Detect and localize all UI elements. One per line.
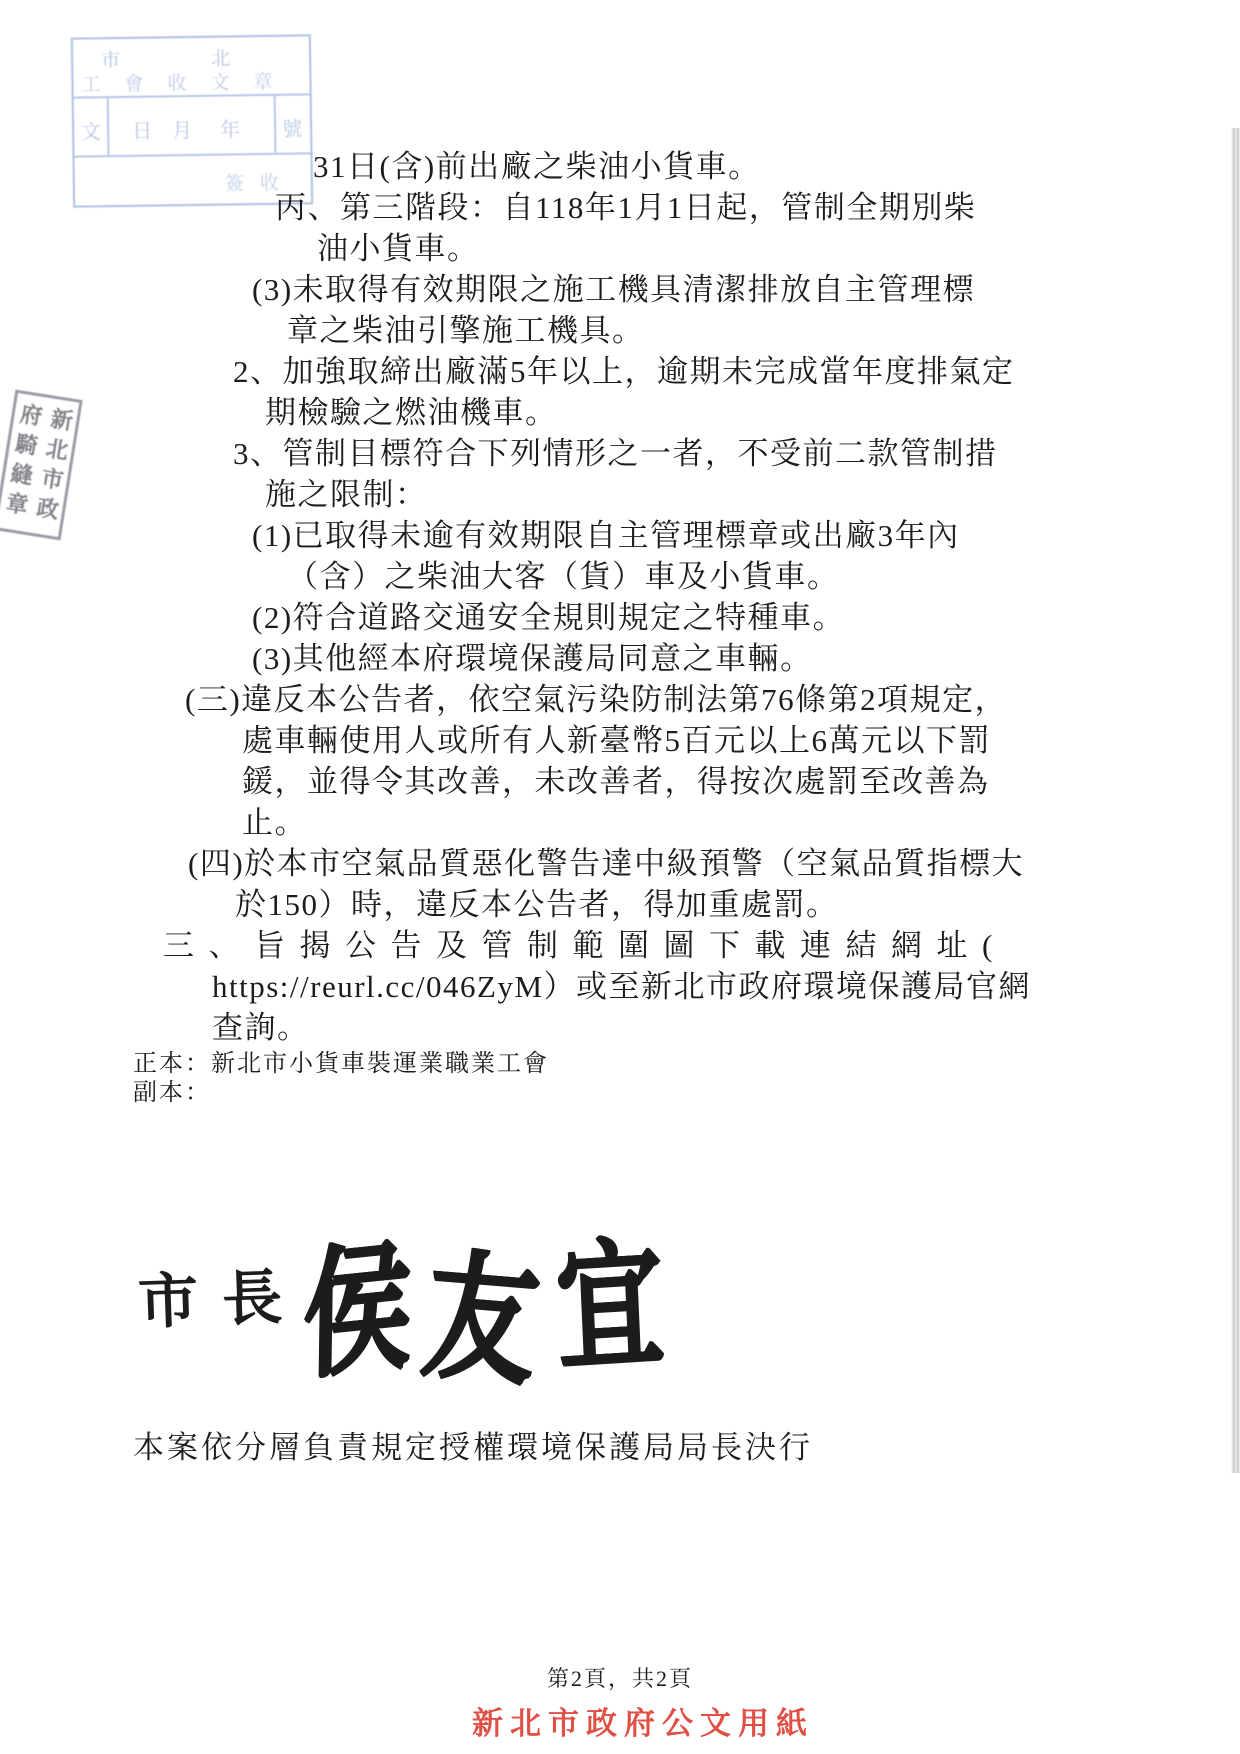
paging-seal-column-right: 新北市政 bbox=[31, 406, 76, 529]
body-line-18: (四)於本市空氣品質惡化警告達中級預警（空氣品質指標大 bbox=[188, 846, 1025, 881]
body-line-6: 2、加強取締出廠滿5年以上，逾期未完成當年度排氣定 bbox=[233, 354, 1015, 389]
cc-copy-line: 副本： bbox=[133, 1080, 211, 1106]
signature-name-char: 宜 bbox=[553, 1226, 674, 1388]
stamp-date-cell: 年 bbox=[219, 119, 241, 142]
body-line-14: (三)違反本公告者，依空氣污染防制法第76條第2項規定， bbox=[185, 682, 1008, 717]
signature-name bbox=[298, 1198, 676, 1403]
body-line-13: (3)其他經本府環境保護局同意之車輛。 bbox=[252, 641, 813, 676]
signature-name-char: 友 bbox=[416, 1239, 554, 1403]
stamp-date-cell: 號 bbox=[281, 118, 303, 141]
body-line-5: 章之柴油引擎施工機具。 bbox=[287, 313, 645, 348]
body-line-22: 查詢。 bbox=[212, 1010, 310, 1045]
body-line-16: 鍰，並得令其改善，未改善者，得按次處罰至改善為 bbox=[242, 764, 990, 799]
scan-edge-artifact bbox=[1231, 128, 1240, 1473]
receipt-stamp-row1: 市 北 bbox=[101, 47, 267, 72]
body-line-19: 於150）時，違反本公告者，得加重處罰。 bbox=[235, 887, 839, 922]
body-line-10: (1)已取得未逾有效期限自主管理標章或出廠3年內 bbox=[252, 518, 960, 553]
receipt-stamp-bottom: 簽收 bbox=[224, 172, 296, 195]
body-line-21: https://reurl.cc/046ZyM）或至新北市政府環境保護局官網 bbox=[212, 969, 1032, 1004]
page-number: 第2頁，共2頁 bbox=[546, 1666, 693, 1691]
paging-seal-column-left: 府騎縫章 bbox=[0, 401, 45, 524]
body-line-15: 處車輛使用人或所有人新臺幣5百元以上6萬元以下罰 bbox=[242, 723, 991, 758]
stamp-date-cell: 文 bbox=[80, 121, 102, 144]
stamp-date-cell: 日 bbox=[131, 120, 153, 143]
body-text bbox=[0, 146, 1240, 1048]
body-line-7: 期檢驗之燃油機車。 bbox=[265, 395, 558, 430]
signature-title: 市長 bbox=[137, 1264, 308, 1336]
paper-label: 新北市政府公文用紙 bbox=[472, 1706, 814, 1741]
copies-block bbox=[133, 1050, 549, 1108]
body-line-20: 三、旨揭公告及管制範圍圖下載連結網址( bbox=[163, 928, 1007, 963]
body-line-1: 31日(含)前出廠之柴油小貨車。 bbox=[313, 149, 761, 184]
receipt-stamp-row2: 工會收文章 bbox=[81, 71, 297, 96]
signature-name-char: 侯 bbox=[301, 1228, 420, 1396]
authorization-line: 本案依分層負責規定授權環境保護局局長決行 bbox=[133, 1430, 813, 1465]
body-line-9: 施之限制： bbox=[265, 477, 428, 512]
body-line-8: 3、管制目標符合下列情形之一者，不受前二款管制措 bbox=[233, 436, 998, 471]
body-line-17: 止。 bbox=[242, 805, 307, 840]
stamp-date-cell: 月 bbox=[171, 120, 193, 143]
body-line-2: 丙、第三階段：自118年1月1日起，管制全期別柴 bbox=[275, 190, 977, 225]
body-line-4: (3)未取得有效期限之施工機具清潔排放自主管理標 bbox=[252, 272, 976, 307]
body-line-11: （含）之柴油大客（貨）車及小貨車。 bbox=[287, 559, 840, 594]
body-line-3: 油小貨車。 bbox=[317, 231, 480, 266]
stamp-divider bbox=[274, 96, 277, 153]
body-line-12: (2)符合道路交通安全規則規定之特種車。 bbox=[252, 600, 846, 635]
original-copy-line: 正本：新北市小貨車裝運業職業工會 bbox=[133, 1051, 549, 1077]
